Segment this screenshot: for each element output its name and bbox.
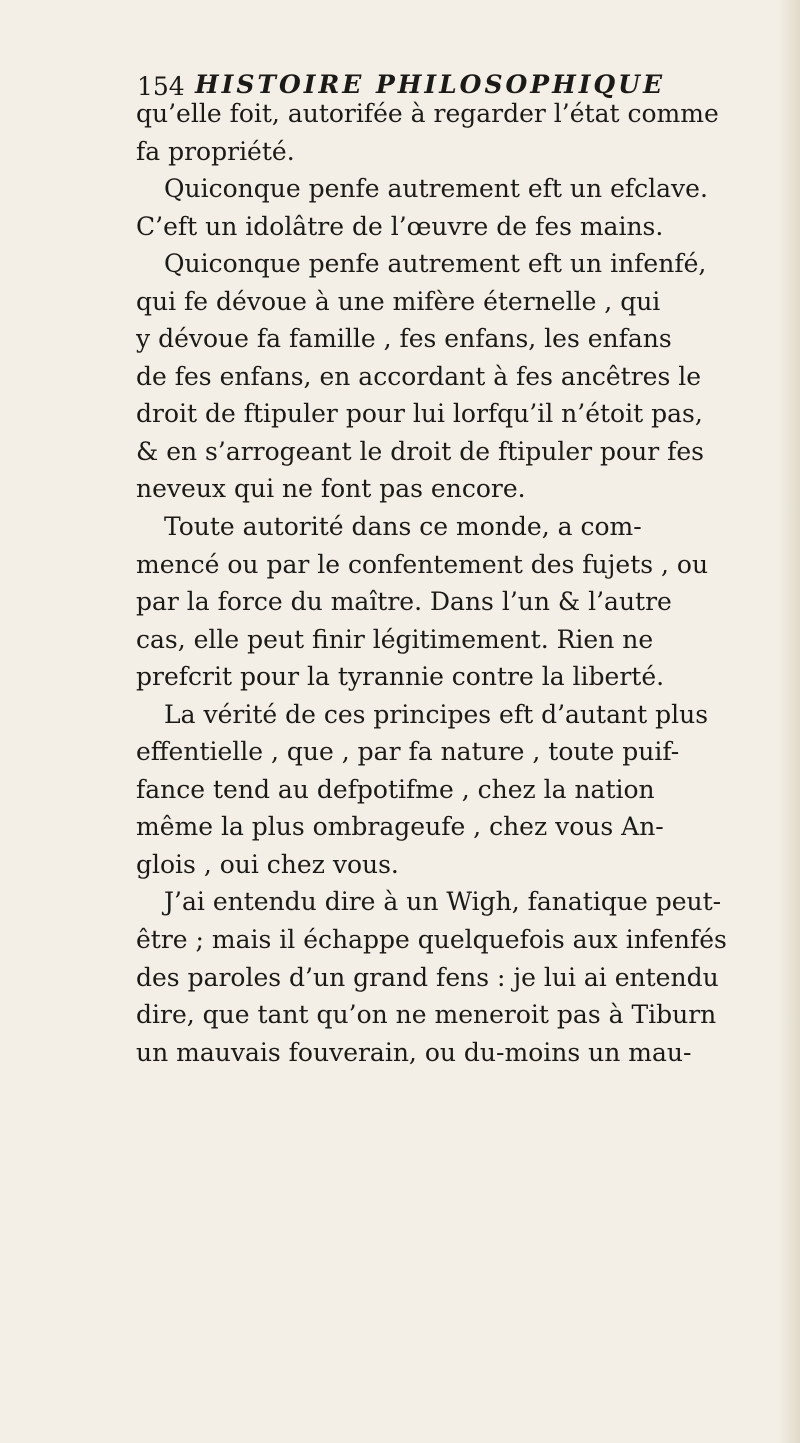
text-line: La vérité de ces principes eft d’autant plus [164,699,709,729]
page-edge-shadow [778,0,800,1443]
text-line: J’ai entendu dire à un Wigh, fanatique peut- [164,887,722,917]
text-line: être ; mais il échappe quelquefois aux infenfés [136,925,727,955]
text-line: qui fe dévoue à une mifère éternelle , qui [136,286,661,316]
text-line: Toute autorité dans ce monde, a com- [164,512,642,542]
text-line: prefcrit pour la tyrannie contre la liberté. [136,662,665,692]
body-text [136,95,762,1071]
text-line: de fes enfans, en accordant à fes ancêtres le [136,361,702,391]
text-line: qu’elle foit, autorifée à regarder l’état comme [136,99,719,128]
text-line: y dévoue fa famille , fes enfans, les enfans [136,324,672,354]
running-title: HISTOIRE PHILOSOPHIQUE [195,70,666,99]
text-line: des paroles d’un grand fens : je lui ai entendu [136,962,719,992]
text-line: un mauvais fouverain, ou du-moins un mau- [136,1037,692,1067]
text-line: fa propriété. [136,136,295,166]
text-line: neveux qui ne font pas encore. [136,474,526,504]
text-line: par la force du maître. Dans l’un & l’autre [136,587,672,617]
text-line: même la plus ombrageufe , chez vous An- [136,812,664,842]
text-line: effentielle , que , par fa nature , toute puif- [136,737,680,767]
text-line: cas, elle peut finir légitimement. Rien ne [136,624,654,654]
text-line: C’eft un idolâtre de l’œuvre de fes mains. [136,211,664,241]
text-line: Quiconque penfe autrement eft un infenfé, [164,249,707,279]
text-line: droit de ftipuler pour lui lorfqu’il n’étoit pas, [136,399,703,429]
text-line: fance tend au defpotifme , chez la nation [136,774,655,804]
text-line: & en s’arrogeant le droit de ftipuler pour fes [136,436,704,466]
page-number: 154 [137,72,185,101]
text-line: dire, que tant qu’on ne meneroit pas à Tiburn [136,1000,717,1030]
text-line: Quiconque penfe autrement eft un efclave. [164,174,708,204]
text-line: glois , oui chez vous. [136,849,399,879]
text-line: mencé ou par le confentement des fujets , ou [136,549,709,579]
